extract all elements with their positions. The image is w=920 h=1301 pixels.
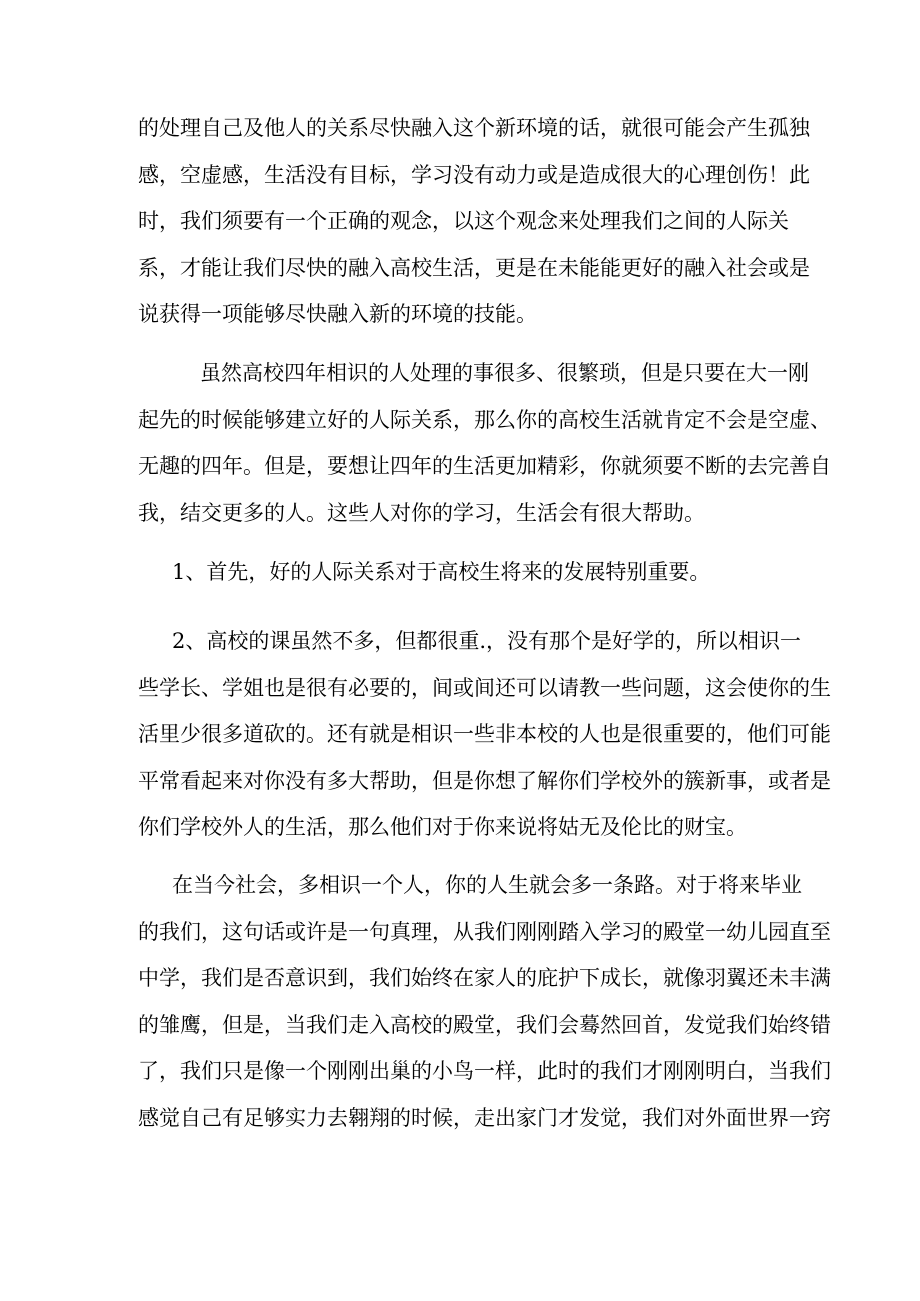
text-line: 的我们，这句话或许是一句真理，从我们刚刚踏入学习的殿堂一幼儿园直至	[138, 919, 831, 944]
text-line: 感觉自己有足够实力去翱翔的时候，走出家门才发觉，我们对外面世界一窍	[138, 1105, 831, 1130]
text-line: 中学，我们是否意识到，我们始终在家人的庇护下成长，就像羽翼还未丰满	[138, 966, 831, 990]
text-line: 平常看起来对你没有多大帮助，但是你想了解你们学校外的簇新事，或者是	[138, 768, 831, 793]
text-line: 些学长、学姐也是很有必要的，间或间还可以请教一些问题，这会使你的生	[138, 675, 831, 700]
text-line: 在当今社会，多相识一个人，你的人生就会多一条路。对于将来毕业	[172, 873, 802, 897]
paragraph-2	[138, 350, 831, 536]
text-line: 时，我们须要有一个正确的观念，以这个观念来处理我们之间的人际关	[138, 209, 789, 233]
paragraph-3	[138, 549, 798, 596]
text-line: 虽然高校四年相识的人处理的事很多、很繁琐，但是只要在大一刚	[200, 361, 809, 385]
text-line: 2、高校的课虽然不多，但都很重.，没有那个是好学的，所以相识一	[172, 629, 802, 653]
text-line: 的雏鹰，但是，当我们走入高校的殿堂，我们会蓦然回首，发觉我们始终错	[138, 1012, 831, 1037]
text-line: 了，我们只是像一个刚刚出巢的小鸟一样，此时的我们才刚刚明白，当我们	[138, 1059, 831, 1083]
text-line: 起先的时候能够建立好的人际关系，那么你的高校生活就肯定不会是空虚、	[138, 407, 831, 432]
text-line: 无趣的四年。但是，要想让四年的生活更加精彩，你就须要不断的去完善自	[138, 454, 831, 478]
paragraph-4	[138, 618, 831, 851]
paragraph-5	[138, 862, 831, 1141]
text-line: 活里少很多道砍的。还有就是相识一些非本校的人也是很重要的，他们可能	[138, 722, 831, 746]
paragraph-1	[138, 105, 810, 338]
text-line: 你们学校外人的生活，那么他们对于你来说将姑无及伦比的财宝。	[138, 815, 747, 839]
text-line: 的处理自己及他人的关系尽快融入这个新环境的话，就很可能会产生孤独	[138, 116, 810, 140]
text-line: 我，结交更多的人。这些人对你的学习，生活会有很大帮助。	[138, 500, 705, 525]
text-line: 系，才能让我们尽快的融入高校生活，更是在未能能更好的融入社会或是	[138, 255, 810, 280]
text-line: 感，空虚感，生活没有目标，学习没有动力或是造成很大的心理创伤！此	[138, 162, 810, 187]
text-line: 说获得一项能够尽快融入新的环境的技能。	[138, 302, 537, 326]
text-line: 1、首先，好的人际关系对于高校生将来的发展特别重要。	[172, 560, 711, 584]
